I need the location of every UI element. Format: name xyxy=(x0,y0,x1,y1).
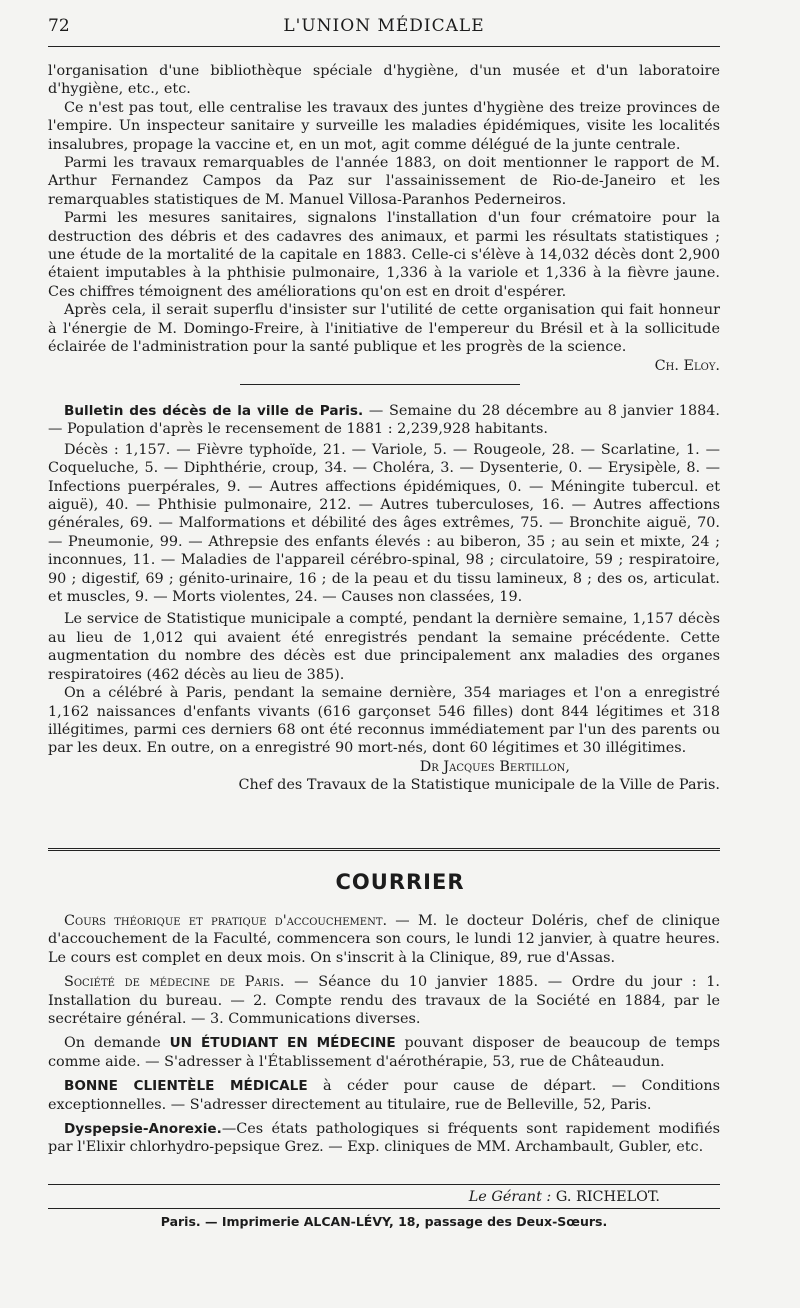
courrier-item-cours-body: — M. le docteur Doléris, chef de clinique d'accouchement de la Faculté, commencera son cours, le lundi 12 janvier, à quatre heures. Le cours est complet en deux mois. On s'inscrit à la Clinique, 89, rue d'Assas. xyxy=(48,913,720,966)
courrier-item-dyspepsie-post: —Ces états pathologiques si fréquents sont rapidement modifiés par l'Elixir chlorhydro-pepsique Grez. — Exp. cliniques de MM. Archambault, Gubler, etc. xyxy=(48,1121,720,1156)
courrier-item-etudiant-bold: UN ÉTUDIANT EN MÉDECINE xyxy=(169,1035,396,1052)
intro-paragraph-5: Après cela, il serait superflu d'insister sur l'utilité de cette organisation qui fait honneur à l'énergie de M. Domingo-Freire, à l'initiative de l'empereur du Brésil et à la sollicitude éclairée de l'administration pour la santé publique et les progrès de la science. xyxy=(48,302,720,356)
courrier-item-clientele-post: à céder pour cause de départ. — Conditions exceptionnelles. — S'adresser directement au titulaire, rue de Belleville, 52, Paris. xyxy=(48,1078,720,1113)
courrier-item-clientele xyxy=(48,1077,720,1114)
courrier-item-cours-head: Cours théorique et pratique d'accouchement. xyxy=(64,913,388,929)
courrier-title: COURRIER xyxy=(335,870,465,894)
page-number: 72 xyxy=(48,16,70,36)
footer-rule xyxy=(48,1184,720,1185)
imprint-rule xyxy=(48,1208,720,1209)
courrier-item-societe-body: — Séance du 10 janvier 1885. — Ordre du jour : 1. Installation du bureau. — 2. Compte rendu des travaux de la Société en 1884, par le secrétaire général. — 3. Communications diverses. xyxy=(48,974,721,1028)
bulletin-title: Bulletin des décès de la ville de Paris. xyxy=(64,403,364,419)
page-header xyxy=(48,14,720,42)
gerant-label: Le Gérant : xyxy=(468,1189,556,1205)
gerant-line xyxy=(48,1188,720,1206)
bulletin-mariages: On a célébré à Paris, pendant la semaine dernière, 354 mariages et l'on a enregistré 1,162 naissances d'enfants vivants (616 garçonset 546 filles) dont 844 légitimes et 318 illégitimes, parmi ces derniers 68 ont été reconnus immédiatement par l'un des parents ou par les deux. En outre, on a enregistré 90 mort-nés, dont 60 légitimes et 30 illégitimes. xyxy=(48,685,720,757)
courrier-item-clientele-bold: BONNE CLIENTÈLE MÉDICALE xyxy=(64,1078,308,1095)
journal-title: L'UNION MÉDICALE xyxy=(283,16,485,36)
courrier-item-societe xyxy=(48,973,720,1028)
section-divider xyxy=(240,384,520,385)
bulletin-signature-title: Chef des Travaux de la Statistique municipale de la Ville de Paris. xyxy=(238,777,720,794)
bulletin-subtitle: — Semaine du 28 décembre au 8 janvier 1884. — Population d'après le recensement de 1881 : 2,239,928 habitants. xyxy=(48,403,720,438)
intro-signature: Ch. Eloy. xyxy=(654,357,720,374)
intro-paragraph-3: Parmi les travaux remarquables de l'année 1883, on doit mentionner le rapport de M. Arthur Fernandez Campos da Paz sur l'assainissement de Rio-de-Janeiro et les remarquables statistiques de M. Manuel Villosa-Paranhos Pederneiros. xyxy=(48,155,720,208)
intro-paragraph-4: Parmi les mesures sanitaires, signalons l'installation d'un four crématoire pour la destruction des débris et des cadavres des animaux, et parmi les résultats statistiques ; une étude de la mortalité de la capitale en 1883. Celle-ci s'élève à 14,032 décès dont 2,900 étaient imputables à la phthisie pulmonaire, 1,336 à la variole et 1,336 à la fièvre jaune. Ces chiffres témoignent des améliorations qu'on est en droit d'espérer. xyxy=(48,210,720,300)
bulletin-heading xyxy=(48,402,720,439)
courrier-item-dyspepsie xyxy=(48,1120,720,1157)
courrier-item-societe-head: Société de médecine de Paris. xyxy=(64,974,285,991)
intro-section xyxy=(48,62,720,375)
intro-paragraph-1: l'organisation d'une bibliothèque spéciale d'hygiène, d'un musée et d'un laboratoire d'hygiène, etc., etc. xyxy=(48,63,720,98)
bulletin-signature-name: Dr Jacques Bertillon, xyxy=(419,758,570,775)
courrier-item-etudiant xyxy=(48,1034,720,1071)
courrier-item-etudiant-pre: On demande xyxy=(64,1035,170,1052)
bulletin-service: Le service de Statistique municipale a compté, pendant la dernière semaine, 1,157 décès au lieu de 1,012 qui avaient été enregistrés pendant la semaine précédente. Cette augmentation du nombre des décès est due principalement anx maladies des organes respiratoires (462 décès au lieu de 385). xyxy=(48,611,720,683)
courrier-top-rule xyxy=(48,848,720,851)
imprint: Paris. — Imprimerie ALCAN-LÉVY, 18, passage des Deux-Sœurs. xyxy=(160,1214,608,1229)
bulletin-section xyxy=(48,402,720,795)
courrier-item-etudiant-post: pouvant disposer de beaucoup de temps comme aide. — S'adresser à l'Établissement d'aérothérapie, 53, rue de Châteaudun. xyxy=(48,1035,720,1070)
courrier-section xyxy=(48,912,720,1157)
courrier-item-dyspepsie-bold: Dyspepsie-Anorexie. xyxy=(64,1121,222,1138)
header-rule xyxy=(48,46,720,47)
gerant-name: G. RICHELOT. xyxy=(555,1189,660,1205)
gerant xyxy=(48,1188,720,1206)
courrier-item-cours xyxy=(48,912,720,967)
bulletin-deces: Décès : 1,157. — Fièvre typhoïde, 21. — Variole, 5. — Rougeole, 28. — Scarlatine, 1. — Coqueluche, 5. — Diphthérie, croup, 34. — Choléra, 3. — Dysenterie, 0. — Erysipèle, 8. — Infections puerpérales, 9. — Autres affections épidémiques, 0. — Méningite tubercul. et aiguë), 40. — Phthisie pulmonaire, 212. — Autres tuberculoses, 16. — Autres affections générales, 69. — Malformations et débilité des âges extrêmes, 75. — Bronchite aiguë, 70. — Pneumonie, 99. — Athrepsie des enfants élevés : au biberon, 35 ; au sein et mixte, 24 ; inconnues, 11. — Maladies de l'appareil cérébro-spinal, 98 ; circulatoire, 59 ; respiratoire, 90 ; digestif, 69 ; génito-urinaire, 16 ; de la peau et du tissu lamineux, 8 ; des os, articulat. et muscles, 9. — Morts violentes, 24. — Causes non classées, 19. xyxy=(48,441,720,606)
intro-paragraph-2: Ce n'est pas tout, elle centralise les travaux des juntes d'hygiène des treize provinces de l'empire. Un inspecteur sanitaire y surveille les maladies épidémiques, visite les localités insalubres, propage la vaccine et, en un mot, agit comme délégué de la junte centrale. xyxy=(48,99,720,153)
